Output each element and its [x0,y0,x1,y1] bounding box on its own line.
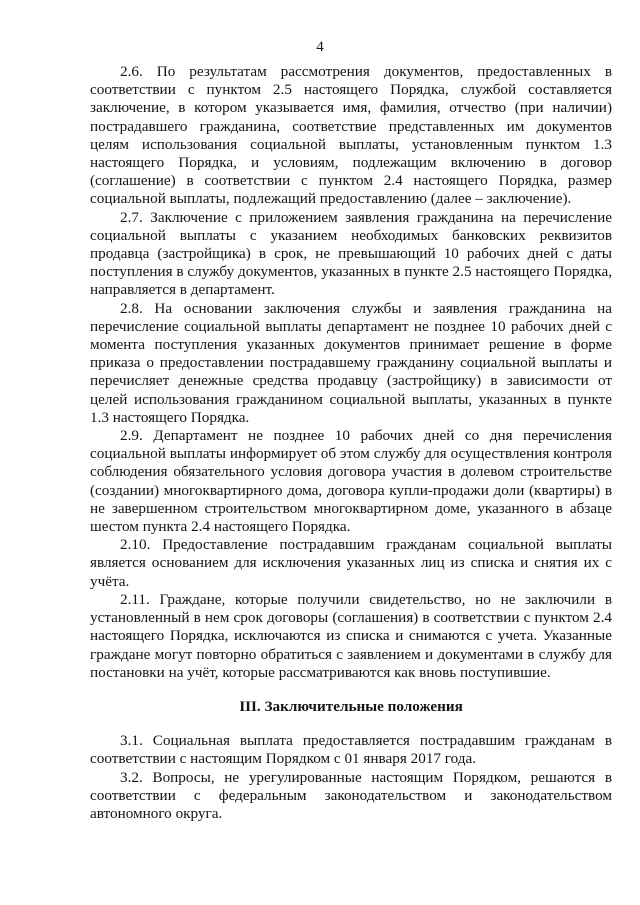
paragraph-2-7: 2.7. Заключение с приложением заявления гражданина на перечисление социальной выплаты с указанием необходимых банковских реквизитов продавца (застройщика) в срок, не превышающий 10 рабочих дней с даты поступления в службу документов, указанных в пункте 2.5 настоящего Порядка, направляется в департамент. [90,208,612,299]
paragraph-2-11: 2.11. Граждане, которые получили свидетельство, но не заключили в установленный в нем срок договоры (соглашения) в соответствии с пунктом 2.4 настоящего Порядка, исключаются из списка и снимаются с учета. Указанные граждане могут повторно обратиться с заявлением и документами в службу для постановки на учёт, которые рассматриваются как вновь поступившие. [90,590,612,681]
paragraph-2-6: 2.6. По результатам рассмотрения документов, предоставленных в соответствии с пунктом 2.5 настоящего Порядка, службой составляется заключение, в котором указывается имя, фамилия, отчество (при наличии) пострадавшего гражданина, соответствие представленных им документов целям использования социальной выплаты, установленным пунктом 1.3 настоящего Порядка, и условиям, подлежащим включению в договор (соглашение) в соответствии с пунктом 2.4 настоящего Порядка, размер социальной выплаты, подлежащий предоставлению (далее – заключение). [90,63,612,208]
paragraph-2-10: 2.10. Предоставление пострадавшим гражданам социальной выплаты является основанием для исключения указанных лиц из списка и снятия их с учёта. [90,536,612,590]
page-number: 4 [316,39,324,55]
paragraph-3-1: 3.1. Социальная выплата предоставляется пострадавшим гражданам в соответствии с настоящим Порядком с 01 января 2017 года. [90,732,612,768]
document-body [90,63,612,823]
paragraph-2-8: 2.8. На основании заключения службы и заявления гражданина на перечисление социальной выплаты департамент не позднее 10 рабочих дней с момента поступления указанных документов принимает решение в форме приказа о предоставлении пострадавшему гражданину социальной выплаты и перечисляет денежные средства продавцу (застройщику) в зависимости от целей использования гражданином социальной выплаты, указанных в пункте 1.3 настоящего Порядка. [90,299,612,426]
paragraph-2-9: 2.9. Департамент не позднее 10 рабочих дней со дня перечисления социальной выплаты информирует об этом службу для осуществления контроля соблюдения обязательного условия договора участия в долевом строительстве (создании) многоквартирного дома, договора купли-продажи доли (квартиры) в не завершенном строительством многоквартирном доме, указанного в абзаце шестом пункта 2.4 настоящего Порядка. [90,427,612,536]
section-title: III. Заключительные положения [239,697,463,715]
paragraph-3-2: 3.2. Вопросы, не урегулированные настоящим Порядком, решаются в соответствии с федеральным законодательством и законодательством автономного округа. [90,768,612,822]
